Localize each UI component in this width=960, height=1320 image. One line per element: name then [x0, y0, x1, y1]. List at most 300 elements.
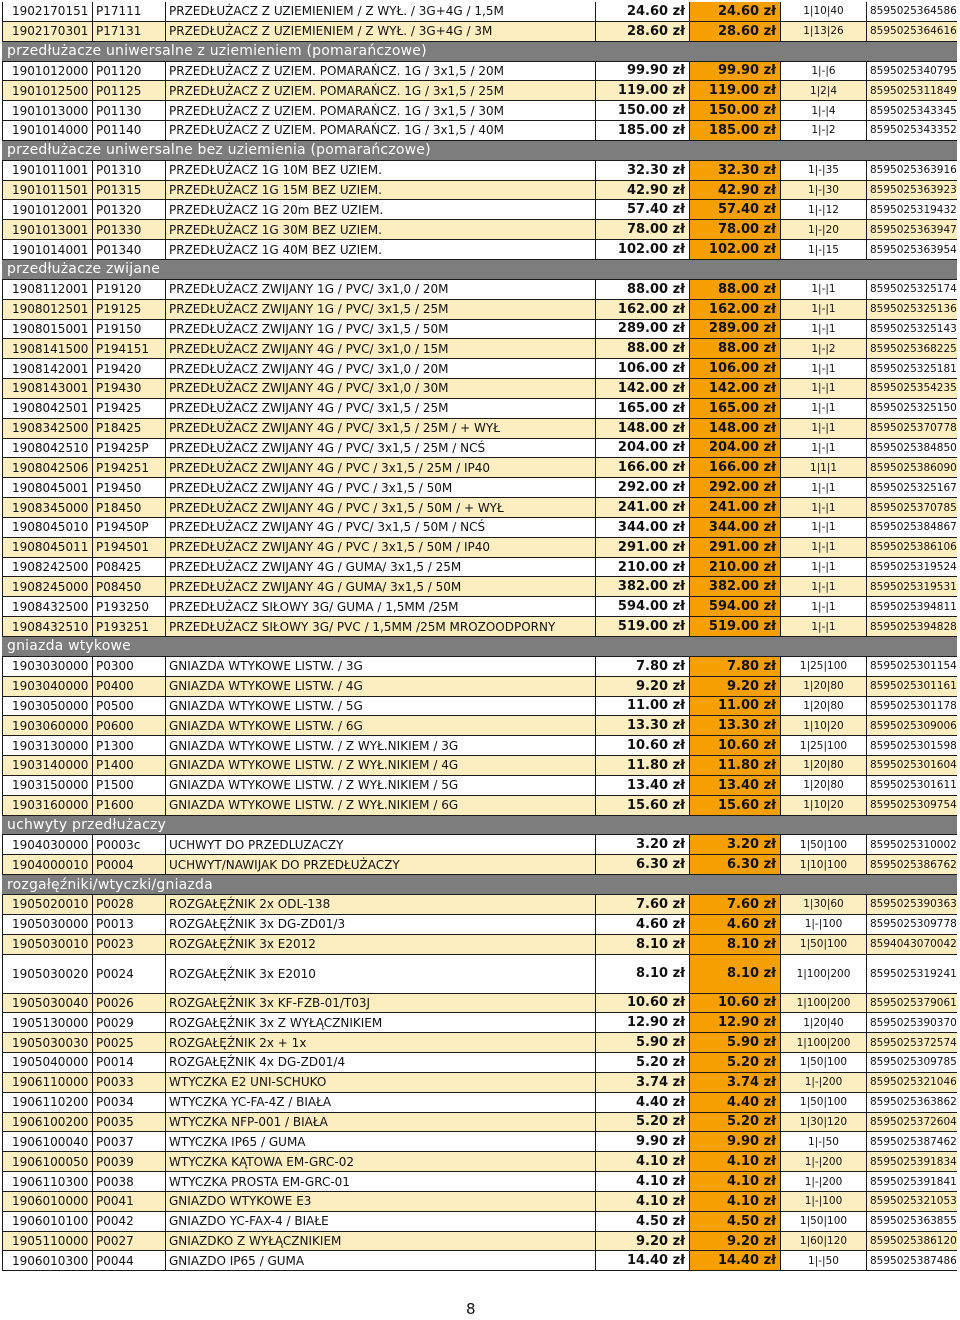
product-name: GNIAZDA WTYKOWE LISTW. / 5G	[166, 697, 596, 716]
price-highlighted: 57.40 zł	[690, 200, 781, 219]
product-code: 1903030000	[2, 657, 93, 676]
product-name: WTYCZKA KĄTOWA EM-GRC-02	[166, 1152, 596, 1171]
product-symbol: P0500	[93, 697, 166, 716]
product-name: PRZEDŁUŻACZ Z UZIEMIENIEM / Z WYŁ. / 3G+4G / 3M	[166, 22, 596, 41]
packaging: 1|-|1	[781, 320, 867, 339]
table-row	[2, 716, 957, 736]
product-name: GNIAZDA WTYKOWE LISTW. / 4G	[166, 677, 596, 696]
product-code: 1908432510	[2, 617, 93, 636]
table-row	[2, 1251, 957, 1271]
price-highlighted: 150.00 zł	[690, 101, 781, 120]
product-code: 1903060000	[2, 716, 93, 735]
ean-code: 8595025364586	[870, 5, 957, 18]
packaging: 1|30|60	[781, 895, 867, 914]
price-net: 28.60 zł	[596, 22, 690, 41]
packaging: 1|-|15	[781, 240, 867, 259]
product-code: 1906110200	[2, 1093, 93, 1112]
product-name: PRZEDŁUŻACZ 1G 20m BEZ UZIEM.	[166, 200, 596, 219]
product-symbol: P01320	[93, 200, 166, 219]
packaging: 1|-|1	[781, 498, 867, 517]
product-name: WTYCZKA PROSTA EM-GRC-01	[166, 1172, 596, 1191]
packaging: 1|50|100	[781, 835, 867, 854]
product-symbol: P0035	[93, 1113, 166, 1132]
table-row	[2, 399, 957, 419]
product-name: PRZEDŁUŻACZ SIŁOWY 3G/ GUMA / 1,5MM /25M	[166, 597, 596, 616]
table-row	[2, 935, 957, 955]
product-code: 1905030020	[2, 955, 93, 993]
packaging: 1|1|1	[781, 458, 867, 477]
product-name: GNIAZDKO Z WYŁĄCZNIKIEM	[166, 1232, 596, 1251]
table-row	[2, 697, 957, 717]
product-code: 1901013000	[2, 101, 93, 120]
product-symbol: P0400	[93, 677, 166, 696]
price-highlighted: 24.60 zł	[690, 2, 781, 21]
price-net: 15.60 zł	[596, 796, 690, 815]
ean-code: 8595025391841	[870, 1175, 957, 1188]
packaging: 1|20|80	[781, 677, 867, 696]
product-code: 1905030030	[2, 1033, 93, 1052]
product-code: 1908042510	[2, 439, 93, 458]
product-name: UCHWYT DO PRZEDLUZACZY	[166, 835, 596, 854]
product-symbol: P19150	[93, 320, 166, 339]
price-net: 11.80 zł	[596, 756, 690, 775]
price-net: 289.00 zł	[596, 320, 690, 339]
product-code: 1906100200	[2, 1113, 93, 1132]
price-highlighted: 106.00 zł	[690, 359, 781, 378]
price-net: 24.60 zł	[596, 2, 690, 21]
price-net: 142.00 zł	[596, 379, 690, 398]
product-code: 1901012001	[2, 200, 93, 219]
table-row	[2, 121, 957, 141]
product-name: PRZEDŁUŻACZ ZWIJANY 4G / PVC/ 3x1,0 / 15M	[166, 339, 596, 358]
product-code: 1908112001	[2, 280, 93, 299]
table-row	[2, 538, 957, 558]
product-name: WTYCZKA YC-FA-4Z / BIAŁA	[166, 1093, 596, 1112]
ean-code: 8595025386120	[870, 1235, 957, 1248]
product-code: 1906100050	[2, 1152, 93, 1171]
page-number: 8	[466, 1300, 476, 1318]
price-net: 4.10 zł	[596, 1152, 690, 1171]
price-highlighted: 88.00 zł	[690, 280, 781, 299]
packaging: 1|20|80	[781, 697, 867, 716]
product-name: WTYCZKA E2 UNI-SCHUKO	[166, 1073, 596, 1092]
product-symbol: P01310	[93, 161, 166, 180]
product-symbol: P0024	[93, 955, 166, 993]
product-code: 1908342500	[2, 419, 93, 438]
price-highlighted: 185.00 zł	[690, 121, 781, 140]
table-row	[2, 1053, 957, 1073]
ean-code: 8595025325167	[870, 481, 957, 494]
product-code: 1908432500	[2, 597, 93, 616]
product-symbol: P0029	[93, 1013, 166, 1032]
product-symbol: P19120	[93, 280, 166, 299]
product-code: 1908242500	[2, 558, 93, 577]
product-name: ROZGAŁĘŹNIK 2x + 1x	[166, 1033, 596, 1052]
packaging: 1|100|200	[781, 1033, 867, 1052]
table-row	[2, 1093, 957, 1113]
product-name: ROZGAŁĘŹNIK 3x DG-ZD01/3	[166, 915, 596, 934]
product-symbol: P01340	[93, 240, 166, 259]
table-row	[2, 2, 957, 22]
price-net: 4.50 zł	[596, 1212, 690, 1231]
section-header	[2, 875, 957, 895]
product-name: WTYCZKA IP65 / GUMA	[166, 1132, 596, 1151]
price-net: 78.00 zł	[596, 220, 690, 239]
ean-code: 8595025394828	[870, 620, 957, 633]
price-net: 9.20 zł	[596, 677, 690, 696]
ean-code: 8595025363862	[870, 1096, 957, 1109]
price-highlighted: 162.00 zł	[690, 300, 781, 319]
price-highlighted: 119.00 zł	[690, 81, 781, 100]
product-name: GNIAZDA WTYKOWE LISTW. / Z WYŁ.NIKIEM / 5G	[166, 776, 596, 795]
table-row	[2, 1113, 957, 1133]
packaging: 1|-|1	[781, 379, 867, 398]
table-row	[2, 895, 957, 915]
product-code: 1906100040	[2, 1132, 93, 1151]
price-net: 6.30 zł	[596, 855, 690, 874]
product-code: 1908345000	[2, 498, 93, 517]
price-highlighted: 10.60 zł	[690, 994, 781, 1013]
price-net: 88.00 zł	[596, 339, 690, 358]
ean-code: 8595025363923	[870, 184, 957, 197]
price-net: 7.60 zł	[596, 895, 690, 914]
product-symbol: P01330	[93, 220, 166, 239]
product-name: PRZEDŁUŻACZ ZWIJANY 1G / PVC/ 3x1,5 / 25M	[166, 300, 596, 319]
product-symbol: P01315	[93, 181, 166, 200]
product-symbol: P19425P	[93, 439, 166, 458]
packaging: 1|10|20	[781, 716, 867, 735]
packaging: 1|-|12	[781, 200, 867, 219]
product-code: 1908045010	[2, 518, 93, 537]
table-row	[2, 1172, 957, 1192]
ean-code: 8595025325181	[870, 362, 957, 375]
product-code: 1905030010	[2, 935, 93, 954]
price-net: 3.74 zł	[596, 1073, 690, 1092]
product-name: PRZEDŁUŻACZ ZWIJANY 4G / GUMA/ 3x1,5 / 25M	[166, 558, 596, 577]
packaging: 1|-|2	[781, 339, 867, 358]
table-row	[2, 776, 957, 796]
product-symbol: P1600	[93, 796, 166, 815]
product-code: 1901012000	[2, 62, 93, 81]
table-row	[2, 1013, 957, 1033]
product-symbol: P0034	[93, 1093, 166, 1112]
product-symbol: P08450	[93, 577, 166, 596]
product-code: 1903140000	[2, 756, 93, 775]
price-highlighted: 9.90 zł	[690, 1132, 781, 1151]
table-row	[2, 81, 957, 101]
product-symbol: P0028	[93, 895, 166, 914]
packaging: 1|25|100	[781, 657, 867, 676]
price-net: 32.30 zł	[596, 161, 690, 180]
product-symbol: P19125	[93, 300, 166, 319]
table-row	[2, 419, 957, 439]
packaging: 1|-|50	[781, 1132, 867, 1151]
product-code: 1905110000	[2, 1232, 93, 1251]
product-name: PRZEDŁUŻACZ ZWIJANY 4G / PVC / 3x1,5 / 50M / + WYŁ	[166, 498, 596, 517]
product-code: 1901013001	[2, 220, 93, 239]
product-code: 1902170151	[2, 2, 93, 21]
table-row	[2, 498, 957, 518]
price-highlighted: 13.30 zł	[690, 716, 781, 735]
product-symbol: P01140	[93, 121, 166, 140]
product-name: ROZGAŁĘŹNIK 4x DG-ZD01/4	[166, 1053, 596, 1072]
table-row	[2, 1232, 957, 1252]
ean-code: 8595025343352	[870, 124, 957, 137]
product-code: 1908245000	[2, 577, 93, 596]
price-highlighted: 5.20 zł	[690, 1053, 781, 1072]
ean-code: 8595025309006	[870, 719, 957, 732]
product-symbol: P19450	[93, 478, 166, 497]
price-highlighted: 7.80 zł	[690, 657, 781, 676]
ean-code: 8595025363916	[870, 164, 957, 177]
price-highlighted: 42.90 zł	[690, 181, 781, 200]
table-row	[2, 62, 957, 82]
packaging: 1|-|1	[781, 518, 867, 537]
price-net: 8.10 zł	[596, 955, 690, 993]
price-highlighted: 7.60 zł	[690, 895, 781, 914]
price-net: 4.40 zł	[596, 1093, 690, 1112]
product-symbol: P18425	[93, 419, 166, 438]
ean-code: 8595025384867	[870, 521, 957, 534]
packaging: 1|-|1	[781, 359, 867, 378]
price-highlighted: 3.74 zł	[690, 1073, 781, 1092]
product-symbol: P194501	[93, 538, 166, 557]
product-name: PRZEDŁUŻACZ Z UZIEMIENIEM / Z WYŁ. / 3G+4G / 1,5M	[166, 2, 596, 21]
price-highlighted: 88.00 zł	[690, 339, 781, 358]
packaging: 1|-|1	[781, 478, 867, 497]
packaging: 1|-|1	[781, 439, 867, 458]
packaging: 1|-|100	[781, 915, 867, 934]
packaging: 1|30|120	[781, 1113, 867, 1132]
packaging: 1|13|26	[781, 22, 867, 41]
price-highlighted: 11.80 zł	[690, 756, 781, 775]
price-net: 119.00 zł	[596, 81, 690, 100]
table-row	[2, 1132, 957, 1152]
packaging: 1|100|200	[781, 994, 867, 1013]
product-code: 1906010100	[2, 1212, 93, 1231]
ean-code: 8595025386762	[870, 858, 957, 871]
price-list-table	[2, 2, 957, 1271]
table-row	[2, 280, 957, 300]
packaging: 1|50|100	[781, 1053, 867, 1072]
product-symbol: P0039	[93, 1152, 166, 1171]
packaging: 1|-|6	[781, 62, 867, 81]
product-name: ROZGAŁĘŹNIK 2x ODL-138	[166, 895, 596, 914]
product-code: 1901012500	[2, 81, 93, 100]
product-name: PRZEDŁUŻACZ 1G 40M BEZ UZIEM.	[166, 240, 596, 259]
product-name: ROZGAŁĘŹNIK 3x Z WYŁĄCZNIKIEM	[166, 1013, 596, 1032]
product-code: 1906010000	[2, 1192, 93, 1211]
section-header	[2, 816, 957, 836]
price-net: 14.40 zł	[596, 1251, 690, 1270]
price-highlighted: 204.00 zł	[690, 439, 781, 458]
product-symbol: P17131	[93, 22, 166, 41]
product-code: 1902170301	[2, 22, 93, 41]
table-row	[2, 1073, 957, 1093]
ean-code: 8595025363954	[870, 243, 957, 256]
table-row	[2, 478, 957, 498]
table-row	[2, 320, 957, 340]
product-name: UCHWYT/NAWIJAK DO PRZEDŁUŻACZY	[166, 855, 596, 874]
price-highlighted: 166.00 zł	[690, 458, 781, 477]
price-highlighted: 13.40 zł	[690, 776, 781, 795]
product-code: 1905040000	[2, 1053, 93, 1072]
price-net: 4.10 zł	[596, 1172, 690, 1191]
ean-code: 8595025310002	[870, 838, 957, 851]
product-code: 1905030040	[2, 994, 93, 1013]
price-highlighted: 241.00 zł	[690, 498, 781, 517]
table-row	[2, 657, 957, 677]
price-highlighted: 11.00 zł	[690, 697, 781, 716]
price-net: 99.90 zł	[596, 62, 690, 81]
packaging: 1|10|20	[781, 796, 867, 815]
product-symbol: P194251	[93, 458, 166, 477]
price-net: 13.30 zł	[596, 716, 690, 735]
section-title: przedłużacze uniwersalne z uziemieniem (pomarańczowe)	[7, 43, 427, 60]
price-net: 344.00 zł	[596, 518, 690, 537]
product-symbol: P1300	[93, 736, 166, 755]
packaging: 1|2|4	[781, 81, 867, 100]
ean-code: 8595025387462	[870, 1135, 957, 1148]
packaging: 1|50|100	[781, 1093, 867, 1112]
table-row	[2, 339, 957, 359]
section-title: gniazda wtykowe	[7, 638, 131, 655]
section-title: uchwyty przedłużaczy	[7, 817, 167, 834]
table-row	[2, 379, 957, 399]
product-symbol: P0023	[93, 935, 166, 954]
product-symbol: P0003c	[93, 835, 166, 854]
ean-code: 8595025390370	[870, 1016, 957, 1029]
packaging: 1|-|20	[781, 220, 867, 239]
price-highlighted: 10.60 zł	[690, 736, 781, 755]
table-row	[2, 458, 957, 478]
product-name: PRZEDŁUŻACZ 1G 15M BEZ UZIEM.	[166, 181, 596, 200]
product-code: 1908012501	[2, 300, 93, 319]
ean-code: 8595025363855	[870, 1215, 957, 1228]
price-highlighted: 14.40 zł	[690, 1251, 781, 1270]
price-net: 13.40 zł	[596, 776, 690, 795]
ean-code: 8595025368225	[870, 342, 957, 355]
product-code: 1908045001	[2, 478, 93, 497]
price-highlighted: 4.60 zł	[690, 915, 781, 934]
product-symbol: P0300	[93, 657, 166, 676]
table-row	[2, 161, 957, 181]
price-net: 42.90 zł	[596, 181, 690, 200]
product-name: ROZGAŁĘŹNIK 3x KF-FZB-01/T03J	[166, 994, 596, 1013]
table-row	[2, 359, 957, 379]
packaging: 1|50|100	[781, 935, 867, 954]
product-name: PRZEDŁUŻACZ ZWIJANY 4G / PVC/ 3x1,5 / 25M	[166, 399, 596, 418]
product-symbol: P01125	[93, 81, 166, 100]
table-row	[2, 1192, 957, 1212]
price-net: 57.40 zł	[596, 200, 690, 219]
price-net: 165.00 zł	[596, 399, 690, 418]
ean-code: 8595025391834	[870, 1155, 957, 1168]
ean-code: 8595025372604	[870, 1115, 957, 1128]
price-net: 8.10 zł	[596, 935, 690, 954]
ean-code: 8595025390363	[870, 898, 957, 911]
product-name: PRZEDŁUŻACZ SIŁOWY 3G/ PVC / 1,5MM /25M MROZOODPORNY	[166, 617, 596, 636]
price-highlighted: 5.20 zł	[690, 1113, 781, 1132]
ean-code: 8595025301161	[870, 680, 957, 693]
section-title: rozgałęźniki/wtyczki/gniazda	[7, 876, 213, 893]
product-symbol: P0044	[93, 1251, 166, 1270]
price-net: 162.00 zł	[596, 300, 690, 319]
product-code: 1901014001	[2, 240, 93, 259]
packaging: 1|-|1	[781, 399, 867, 418]
price-net: 210.00 zł	[596, 558, 690, 577]
ean-code: 8595025325150	[870, 402, 957, 415]
product-code: 1903050000	[2, 697, 93, 716]
packaging: 1|-|50	[781, 1251, 867, 1270]
price-highlighted: 3.20 zł	[690, 835, 781, 854]
price-highlighted: 99.90 zł	[690, 62, 781, 81]
table-row	[2, 439, 957, 459]
product-symbol: P19420	[93, 359, 166, 378]
packaging: 1|-|1	[781, 597, 867, 616]
ean-code: 8595025321046	[870, 1076, 957, 1089]
price-highlighted: 32.30 zł	[690, 161, 781, 180]
section-header	[2, 260, 957, 280]
product-name: PRZEDŁUŻACZ Z UZIEM. POMARAŃCZ. 1G / 3x1,5 / 25M	[166, 81, 596, 100]
ean-code: 8595025372574	[870, 1036, 957, 1049]
product-name: GNIAZDO IP65 / GUMA	[166, 1251, 596, 1270]
product-code: 1903130000	[2, 736, 93, 755]
section-title: przedłużacze uniwersalne bez uziemienia (pomarańczowe)	[7, 142, 431, 159]
ean-code: 8595025319531	[870, 580, 957, 593]
ean-code: 8595025325143	[870, 322, 957, 335]
packaging: 1|20|80	[781, 776, 867, 795]
packaging: 1|-|1	[781, 558, 867, 577]
price-net: 594.00 zł	[596, 597, 690, 616]
ean-code: 8595025301604	[870, 759, 957, 772]
product-symbol: P19450P	[93, 518, 166, 537]
product-symbol: P0025	[93, 1033, 166, 1052]
ean-code: 8595025354235	[870, 382, 957, 395]
price-net: 185.00 zł	[596, 121, 690, 140]
product-name: GNIAZDO WTYKOWE E3	[166, 1192, 596, 1211]
table-row	[2, 677, 957, 697]
packaging: 1|-|4	[781, 101, 867, 120]
product-name: GNIAZDA WTYKOWE LISTW. / Z WYŁ.NIKIEM / 6G	[166, 796, 596, 815]
product-code: 1901011001	[2, 161, 93, 180]
ean-code: 8595025309778	[870, 918, 957, 931]
price-highlighted: 4.10 zł	[690, 1172, 781, 1191]
product-name: GNIAZDA WTYKOWE LISTW. / 6G	[166, 716, 596, 735]
product-name: WTYCZKA NFP-001 / BIAŁA	[166, 1113, 596, 1132]
product-symbol: P1400	[93, 756, 166, 775]
table-row	[2, 915, 957, 935]
price-net: 4.60 zł	[596, 915, 690, 934]
product-name: PRZEDŁUŻACZ 1G 10M BEZ UZIEM.	[166, 161, 596, 180]
product-name: PRZEDŁUŻACZ ZWIJANY 1G / PVC/ 3x1,5 / 50M	[166, 320, 596, 339]
price-net: 382.00 zł	[596, 577, 690, 596]
ean-code: 8595025309785	[870, 1056, 957, 1069]
packaging: 1|-|200	[781, 1152, 867, 1171]
price-highlighted: 4.10 zł	[690, 1192, 781, 1211]
product-name: PRZEDŁUŻACZ ZWIJANY 4G / PVC/ 3x1,0 / 30M	[166, 379, 596, 398]
price-net: 88.00 zł	[596, 280, 690, 299]
price-net: 10.60 zł	[596, 736, 690, 755]
section-header	[2, 141, 957, 161]
packaging: 1|-|100	[781, 1192, 867, 1211]
price-net: 291.00 zł	[596, 538, 690, 557]
packaging: 1|20|80	[781, 756, 867, 775]
product-symbol: P0038	[93, 1172, 166, 1191]
product-name: GNIAZDA WTYKOWE LISTW. / 3G	[166, 657, 596, 676]
packaging: 1|10|100	[781, 855, 867, 874]
product-symbol: P0026	[93, 994, 166, 1013]
